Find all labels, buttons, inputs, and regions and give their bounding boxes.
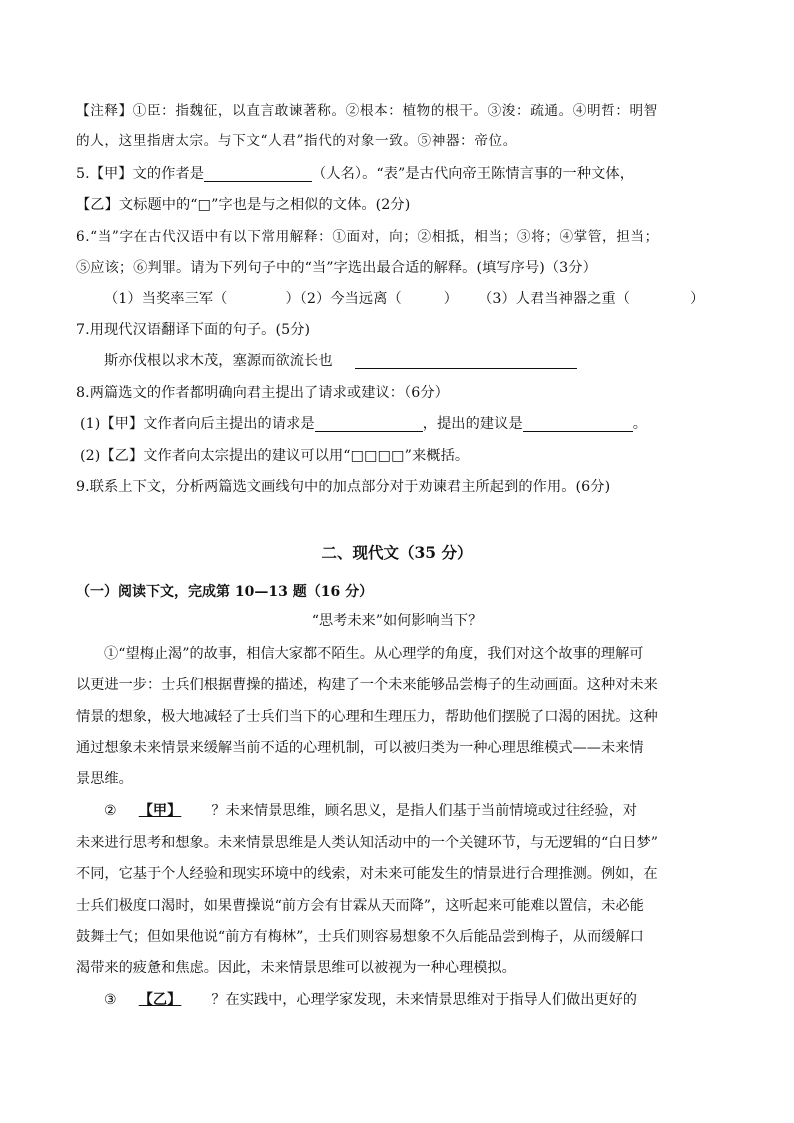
- question-8-sub-1-text-c: 。: [632, 416, 648, 432]
- blank-jia-label: 【甲】: [138, 803, 182, 819]
- question-8-sub-1-text-a: (1)【甲】文作者向后主提出的请求是: [80, 416, 315, 432]
- blank-jia[interactable]: [125, 803, 212, 819]
- question-5-line-2: 【乙】文标题中的“□”字也是与之相似的文体。(2分): [76, 197, 411, 213]
- question-6-options: [104, 289, 734, 309]
- paragraph-3-number: ③: [104, 992, 117, 1008]
- option-3-text: （3）人君当神器之重（: [478, 291, 631, 307]
- paragraph-3-line-1: [104, 989, 736, 1009]
- note-line-1: 【注释】①臣：指魏征，以直言敢谏著称。②根本：植物的根干。③浚：疏通。④明哲：明智: [76, 103, 658, 119]
- question-7-sentence: 斯亦伐根以求木茂，塞源而欲流长也: [104, 353, 333, 369]
- question-7-sentence-line: [104, 351, 764, 371]
- section-2-subheading: （一）阅读下文，完成第 10—13 题（16 分）: [76, 584, 374, 600]
- question-8-line-1: 8.两篇选文的作者都明确向君主提出了请求或建议：（6分）: [76, 385, 449, 401]
- option-3-close: ）: [690, 291, 705, 307]
- paragraph-2-line-1: [104, 800, 736, 820]
- question-7-line-1: 7.用现代汉语翻译下面的句子。(5分): [76, 322, 311, 338]
- question-8-sub-1: [80, 414, 740, 434]
- question-6-line-2: ⑤应该；⑥判罪。请为下列句子中的“当”字选出最合适的解释。(填写序号)（3分）: [76, 260, 597, 276]
- answer-blank-suggestion[interactable]: [523, 415, 633, 432]
- option-2-close: ）: [443, 291, 459, 307]
- section-2-heading: 二、现代文（35 分）: [321, 543, 473, 562]
- note-line-2: 的人，这里指唐太宗。与下文“人君”指代的对象一致。⑤神器：帝位。: [76, 133, 517, 149]
- question-5-line-1: [76, 164, 736, 184]
- question-9-line-1: 9.联系上下文，分析两篇选文画线句中的加点部分对于劝谏君主所起到的作用。(6分): [76, 479, 611, 495]
- paragraph-1-line-3: 情景的想象，极大地减轻了士兵们当下的心理和生理压力，帮助他们摆脱了口渴的困扰。这种: [76, 709, 658, 725]
- paragraph-2-line-6: 渴带来的疲惫和焦虑。因此，未来情景思维可以被视为一种心理模拟。: [76, 960, 516, 976]
- article-title: “思考未来”如何影响当下？: [311, 613, 483, 629]
- answer-blank-request[interactable]: [315, 415, 423, 432]
- answer-blank-author[interactable]: [204, 165, 312, 182]
- paragraph-2-line-5: 鼓舞士气；但如果他说“前方有梅林”，士兵们则容易想象不久后能品尝到梅子，从而缓解口: [76, 929, 644, 945]
- paragraph-2-line-3: 不同，它基于个人经验和现实环境中的线索，对未来可能发生的情景进行合理推测。例如，在: [76, 866, 658, 882]
- paragraph-1-line-5: 景思维。: [76, 771, 133, 787]
- question-5-text-b: （人名）。“表”是古代向帝王陈情言事的一种文体，: [312, 166, 634, 182]
- paragraph-1-line-4: 通过想象未来情景来缓解当前不适的心理机制，可以被归类为一种心理思维模式——未来情: [76, 740, 644, 756]
- question-8-sub-1-text-b: ，提出的建议是: [422, 416, 523, 432]
- blank-yi[interactable]: [125, 992, 212, 1008]
- question-5-text-a: 5.【甲】文的作者是: [76, 166, 205, 182]
- question-6-line-1: 6.“当”字在古代汉语中有以下常用解释：①面对，向；②相抵，相当；③将；④掌管，担当；: [76, 229, 659, 245]
- question-8-sub-2: (2)【乙】文作者向太宗提出的建议可以用“□□□□”来概括。: [80, 448, 470, 464]
- paragraph-2-line-1-text: ？未来情景思维，顾名思义，是指人们基于当前情境或过往经验，对: [211, 803, 637, 819]
- option-2-text: ）（2）今当远离（: [285, 291, 402, 307]
- paragraph-1-line-1: ①“望梅止渴”的故事，相信大家都不陌生。从心理学的角度，我们对这个故事的理解可: [104, 646, 644, 662]
- paragraph-3-line-1-text: ？在实践中，心理学家发现，未来情景思维对于指导人们做出更好的: [211, 992, 637, 1008]
- blank-yi-label: 【乙】: [138, 992, 182, 1008]
- option-1-text: （1）当奖率三军（: [104, 291, 228, 307]
- answer-blank-translation[interactable]: [355, 352, 577, 369]
- paragraph-2-line-2: 未来进行思考和想象。未来情景思维是人类认知活动中的一个关键环节，与无逻辑的“白日梦”: [76, 835, 659, 851]
- paragraph-2-number: ②: [104, 803, 117, 819]
- paragraph-1-line-2: 以更进一步：士兵们根据曹操的描述，构建了一个未来能够品尝梅子的生动画面。这种对未来: [76, 677, 658, 693]
- paragraph-2-line-4: 士兵们极度口渴时，如果曹操说“前方会有甘霖从天而降”，这听起来可能难以置信，未必能: [76, 898, 644, 914]
